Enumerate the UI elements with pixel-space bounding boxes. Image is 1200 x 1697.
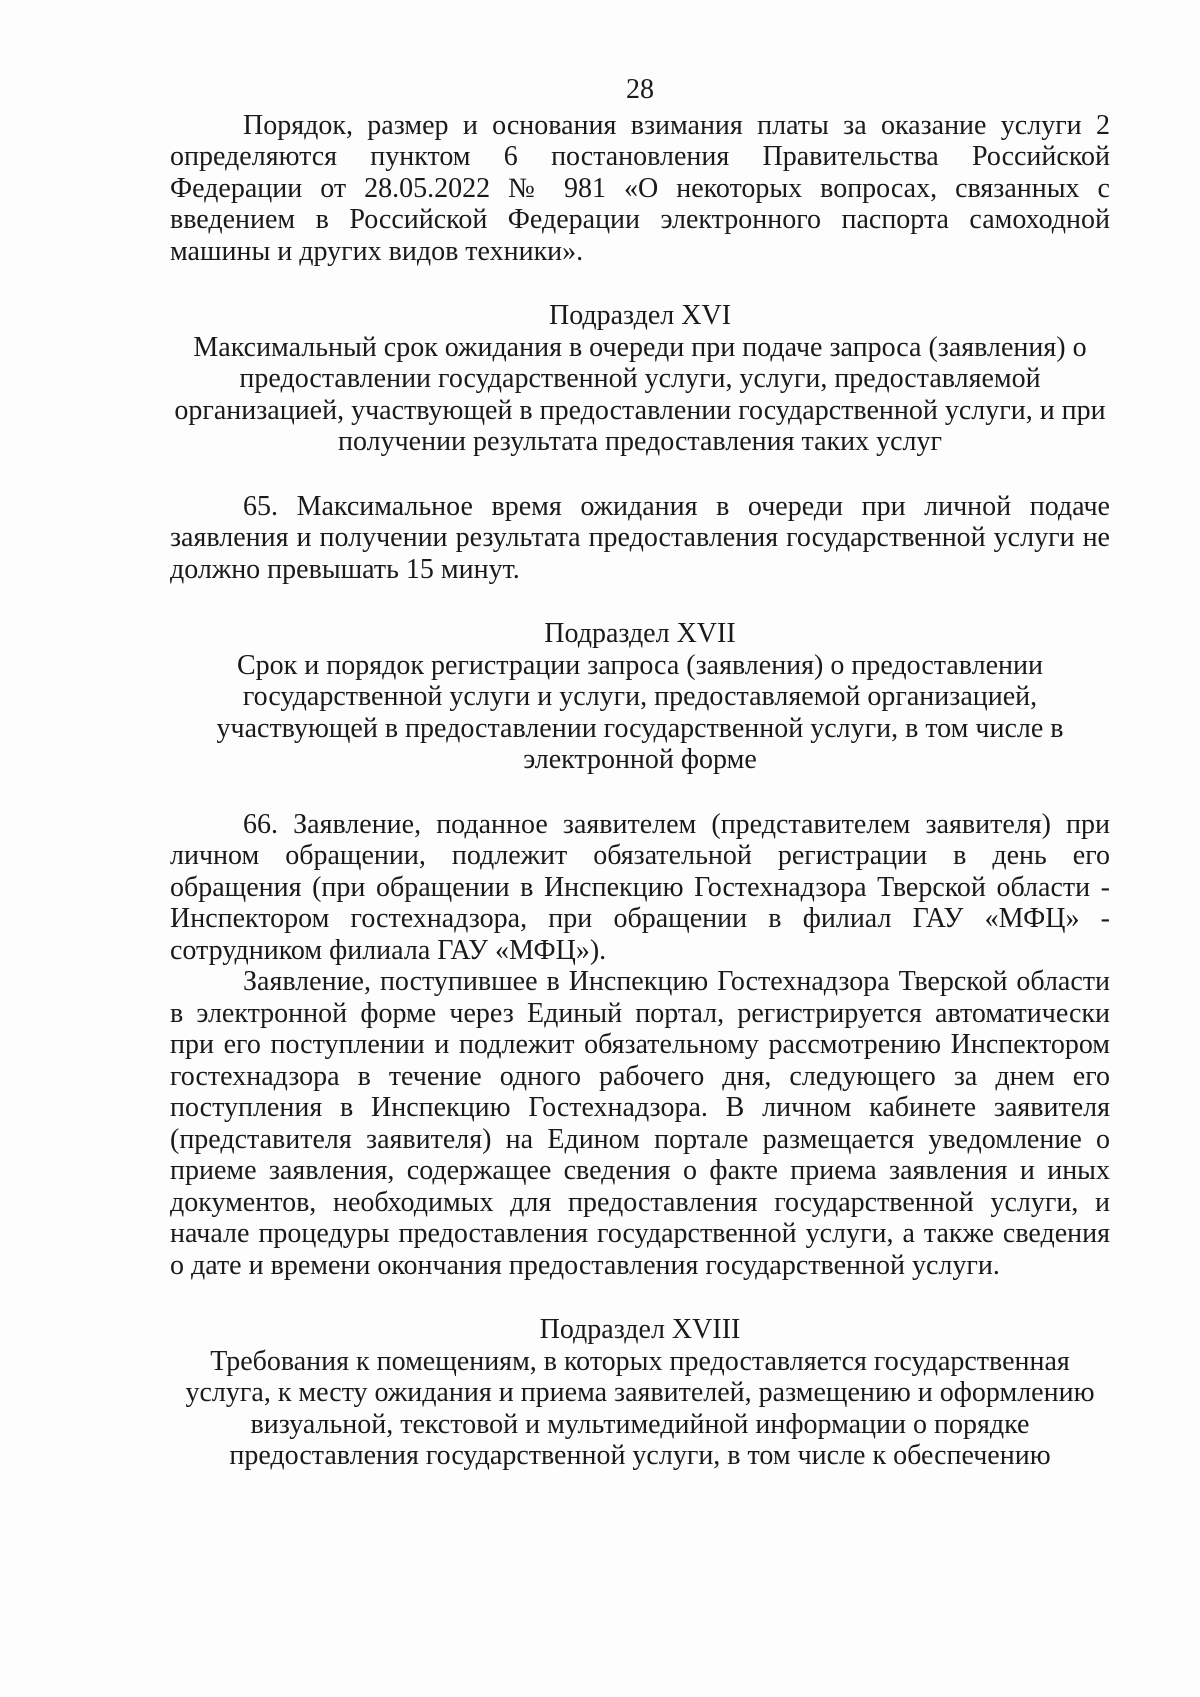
section-title: Максимальный срок ожидания в очереди при подаче запроса (заявления) о предоставлении государственной услуги, услуги, предоставляемой организацией, участвующей в предоставлении государственной услуги, и при получении результата предоставления таких услуг bbox=[174, 331, 1106, 457]
page-number: 28 bbox=[626, 74, 654, 105]
section-xvi bbox=[170, 300, 1110, 585]
section-heading: Подраздел XVI bbox=[548, 300, 732, 331]
intro-paragraph: Порядок, размер и основания взимания платы за оказание услуги 2 определяются пунктом 6 постановления Правительства Российской Федерации от 28.05.2022 № 981 «О некоторых вопросах, связанных с введением в Российской Федерации электронного паспорта самоходной машины и других видов техники». bbox=[170, 109, 1110, 267]
section-heading: Подраздел XVIII bbox=[539, 1314, 741, 1345]
section-title: Требования к помещениям, в которых предоставляется государственная услуга, к месту ожидания и приема заявителей, размещению и оформлению визуальной, текстовой и мультимедийной информации о порядке предоставления государственной услуги, в том числе к обеспечению bbox=[185, 1345, 1095, 1471]
section-title: Срок и порядок регистрации запроса (заявления) о предоставлении государственной услуги и услуги, предоставляемой организацией, участвующей в предоставлении государственной услуги, в том числе в электронной форме bbox=[216, 649, 1064, 775]
section-xvii-title-block bbox=[170, 618, 1110, 776]
section-xvii bbox=[170, 618, 1110, 1281]
section-heading: Подраздел XVII bbox=[544, 618, 736, 649]
paragraph-66-continued: Заявление, поступившее в Инспекцию Гостехнадзора Тверской области в электронной форме через Единый портал, регистрируется автоматически при его поступлении и подлежит обязательному рассмотрению Инспектором гостехнадзора в течение одного рабочего дня, следующего за днем его поступления в Инспекцию Гостехнадзора. В личном кабинете заявителя (представителя заявителя) на Едином портале размещается уведомление о приеме заявления, содержащее сведения о факте приема заявления и иных документов, необходимых для предоставления государственной услуги, и начале процедуры предоставления государственной услуги, а также сведения о дате и времени окончания предоставления государственной услуги. bbox=[170, 966, 1110, 1281]
paragraph-66: 66. Заявление, поданное заявителем (представителем заявителя) при личном обращении, подлежит обязательной регистрации в день его обращения (при обращении в Инспекцию Гостехнадзора Тверской области - Инспектором гостехнадзора, при обращении в филиал ГАУ «МФЦ» - сотрудником филиала ГАУ «МФЦ»). bbox=[170, 808, 1110, 966]
paragraph-65: 65. Максимальное время ожидания в очереди при личной подаче заявления и получении результата предоставления государственной услуги не должно превышать 15 минут. bbox=[170, 490, 1110, 585]
section-xvi-title-block bbox=[170, 300, 1110, 458]
section-xviii bbox=[170, 1314, 1110, 1472]
